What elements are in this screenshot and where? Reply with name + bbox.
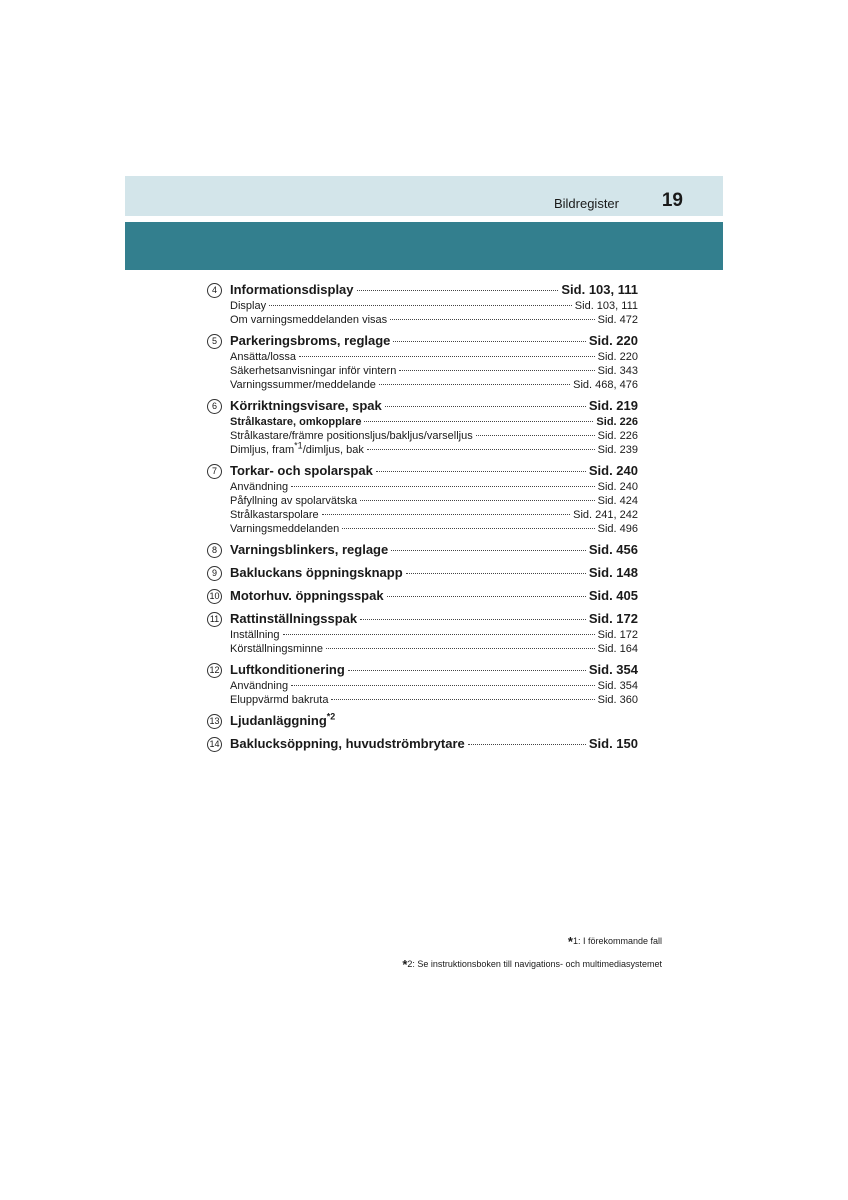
index-entry	[207, 541, 638, 559]
index-entry-row[interactable]	[207, 541, 638, 559]
sub-entry-label	[207, 628, 280, 642]
page-reference[interactable]: Sid. 240	[588, 463, 638, 478]
page-reference[interactable]: Sid. 226	[596, 416, 638, 428]
entry-label	[207, 541, 388, 559]
item-number-badge: 4	[207, 283, 222, 298]
index-entry-row[interactable]	[207, 462, 638, 480]
page-reference[interactable]: Sid. 496	[597, 523, 638, 535]
index-entry	[207, 462, 638, 536]
header-band	[125, 176, 723, 216]
sub-entry-label	[207, 494, 357, 508]
sub-entry-row[interactable]	[207, 522, 638, 536]
dot-leader	[342, 527, 594, 529]
entry-label-text: Informationsdisplay	[230, 282, 354, 297]
footnote-ref: *2	[326, 711, 336, 722]
sub-entry-label-text: Körställningsminne	[230, 643, 323, 655]
entry-label-text: Varningsblinkers, reglage	[230, 542, 389, 557]
dot-leader	[291, 684, 595, 686]
sub-entry-label	[207, 429, 473, 443]
index-entry-row[interactable]	[207, 610, 638, 628]
index-entry-row[interactable]	[207, 661, 638, 679]
page-reference[interactable]: Sid. 164	[597, 643, 638, 655]
sub-entry-label-text: Inställning	[230, 629, 280, 641]
dot-leader	[322, 513, 571, 515]
entry-label	[207, 712, 335, 730]
dot-leader	[387, 595, 586, 597]
entry-label-text: Motorhuv. öppningsspak	[230, 588, 384, 603]
index-entry	[207, 281, 638, 327]
index-entry-row[interactable]	[207, 397, 638, 415]
sub-entry-label-text: Om varningsmeddelanden visas	[230, 314, 388, 326]
dot-leader	[385, 405, 586, 407]
sub-entry-label	[207, 299, 266, 313]
item-number-badge: 6	[207, 399, 222, 414]
page-reference[interactable]: Sid. 343	[597, 365, 638, 377]
page-reference[interactable]: Sid. 472	[597, 314, 638, 326]
sub-entry-label-text: Varningsmeddelanden	[230, 523, 340, 535]
item-number-badge: 10	[207, 589, 222, 604]
sub-entry-row[interactable]	[207, 679, 638, 693]
sub-entry-row[interactable]	[207, 440, 638, 457]
entry-label	[207, 735, 465, 753]
index-entry	[207, 735, 638, 753]
sub-entry-label-cont: /dimljus, bak	[302, 444, 364, 456]
sub-entry-label	[207, 364, 396, 378]
sub-entry-label-text: Varningssummer/meddelande	[230, 379, 376, 391]
entry-label-text: Rattinställningsspak	[230, 611, 358, 626]
entry-label	[207, 332, 390, 350]
dot-leader	[376, 470, 586, 472]
index-entry	[207, 397, 638, 457]
entry-label	[207, 661, 345, 679]
index-entry	[207, 712, 638, 730]
index-entry	[207, 610, 638, 656]
page-reference[interactable]: Sid. 226	[597, 430, 638, 442]
index-entry-row[interactable]	[207, 712, 638, 730]
sub-entry-label-text: Strålkastare, omkopplare	[230, 416, 362, 428]
sub-entry-label	[207, 378, 376, 392]
index-entry-row[interactable]	[207, 332, 638, 350]
sub-entry-label-text: Eluppvärmd bakruta	[230, 694, 329, 706]
page-reference[interactable]: Sid. 172	[588, 611, 638, 626]
entry-label	[207, 564, 403, 582]
sub-entry-label-text: Ansätta/lossa	[230, 351, 297, 363]
entry-label-text: Baklucksöppning, huvudströmbrytare	[230, 736, 465, 751]
sub-entry-label	[207, 440, 364, 457]
item-number-badge: 11	[207, 612, 222, 627]
dot-leader	[399, 369, 594, 371]
entry-label-text: Luftkonditionering	[230, 662, 345, 677]
dot-leader	[367, 448, 595, 450]
index-list	[207, 281, 638, 758]
entry-label	[207, 610, 357, 628]
index-entry-row[interactable]	[207, 281, 638, 299]
index-entry	[207, 661, 638, 707]
sub-entry-label	[207, 415, 361, 429]
dot-leader	[476, 434, 595, 436]
entry-label	[207, 587, 384, 605]
item-number-badge: 9	[207, 566, 222, 581]
sub-entry-label	[207, 350, 296, 364]
page-reference[interactable]: Sid. 241, 242	[573, 509, 638, 521]
page-reference[interactable]: Sid. 354	[588, 662, 638, 677]
page-reference[interactable]: Sid. 456	[588, 542, 638, 557]
page-reference[interactable]: Sid. 148	[588, 565, 638, 580]
dot-leader	[299, 355, 595, 357]
sub-entry-row[interactable]	[207, 480, 638, 494]
footnote-2: *2: Se instruktionsboken till navigations- och multimediasystemet	[402, 957, 662, 972]
entry-label-text: Ljudanläggning	[230, 713, 327, 728]
sub-entry-row[interactable]	[207, 494, 638, 508]
dot-leader	[269, 304, 572, 306]
page-reference[interactable]: Sid. 354	[597, 680, 638, 692]
page-reference[interactable]: Sid. 103, 111	[574, 300, 638, 312]
page-reference[interactable]: Sid. 240	[597, 481, 638, 493]
page-reference[interactable]: Sid. 405	[588, 588, 638, 603]
sub-entry-label	[207, 313, 387, 327]
entry-label	[207, 462, 373, 480]
dot-leader	[406, 572, 586, 574]
dot-leader	[390, 318, 594, 320]
page-reference[interactable]: Sid. 360	[597, 694, 638, 706]
dot-leader	[393, 340, 585, 342]
index-entry	[207, 332, 638, 392]
sub-entry-label-text: Säkerhetsanvisningar inför vintern	[230, 365, 397, 377]
dot-leader	[364, 420, 593, 422]
index-entry-row[interactable]	[207, 564, 638, 582]
sub-entry-label	[207, 522, 339, 536]
sub-entry-label	[207, 642, 323, 656]
footnote-ref: *1	[294, 440, 303, 451]
sub-entry-label-text: Användning	[230, 481, 289, 493]
sub-entry-label-text: Strålkastare/främre positionsljus/bakljus/varselljus	[230, 430, 473, 442]
entry-label	[207, 397, 382, 415]
sub-entry-row[interactable]	[207, 364, 638, 378]
page-number: 19	[661, 190, 683, 211]
dot-leader	[391, 549, 586, 551]
index-entry	[207, 587, 638, 605]
sub-entry-label	[207, 693, 328, 707]
sub-entry-row[interactable]	[207, 429, 638, 443]
dot-leader	[283, 633, 595, 635]
page-reference[interactable]: Sid. 103, 111	[561, 282, 638, 297]
page-reference[interactable]: Sid. 219	[588, 398, 638, 413]
sub-entry-row[interactable]	[207, 508, 638, 522]
dot-leader	[379, 383, 570, 385]
dot-leader	[326, 647, 595, 649]
entry-label-text: Parkeringsbroms, reglage	[230, 333, 391, 348]
entry-label	[207, 281, 354, 299]
sub-entry-label-text: Strålkastarspolare	[230, 509, 319, 521]
sub-entry-label	[207, 679, 288, 693]
entry-label-text: Bakluckans öppningsknapp	[230, 565, 403, 580]
sub-entry-label	[207, 480, 288, 494]
section-banner	[125, 222, 723, 270]
sub-entry-row[interactable]	[207, 313, 638, 327]
dot-leader	[468, 743, 586, 745]
dot-leader	[360, 499, 594, 501]
page-reference[interactable]: Sid. 220	[588, 333, 638, 348]
page-reference[interactable]: Sid. 150	[588, 736, 638, 751]
dot-leader	[357, 289, 559, 291]
item-number-badge: 14	[207, 737, 222, 752]
sub-entry-row[interactable]	[207, 642, 638, 656]
entry-label-text: Körriktningsvisare, spak	[230, 398, 382, 413]
page-reference[interactable]: Sid. 239	[597, 444, 638, 456]
sub-entry-label-text: Användning	[230, 680, 289, 692]
sub-entry-label-text: Dimljus, fram	[230, 444, 295, 456]
footnote-1: *1: I förekommande fall	[567, 934, 662, 949]
section-title: Bildregister	[553, 196, 619, 211]
item-number-badge: 7	[207, 464, 222, 479]
sub-entry-row[interactable]	[207, 415, 638, 429]
page-reference[interactable]: Sid. 468, 476	[573, 379, 638, 391]
sub-entry-row[interactable]	[207, 628, 638, 642]
page-reference[interactable]: Sid. 424	[597, 495, 638, 507]
entry-label-text: Torkar- och spolarspak	[230, 463, 373, 478]
dot-leader	[360, 618, 586, 620]
item-number-badge: 5	[207, 334, 222, 349]
index-entry-row[interactable]	[207, 587, 638, 605]
sub-entry-row[interactable]	[207, 693, 638, 707]
index-entry-row[interactable]	[207, 735, 638, 753]
page-reference[interactable]: Sid. 220	[597, 351, 638, 363]
dot-leader	[348, 669, 586, 671]
dot-leader	[291, 485, 595, 487]
footnotes	[402, 930, 662, 976]
dot-leader	[331, 698, 594, 700]
item-number-badge: 12	[207, 663, 222, 678]
sub-entry-label-text: Påfyllning av spolarvätska	[230, 495, 358, 507]
sub-entry-label-text: Display	[230, 300, 267, 312]
item-number-badge: 8	[207, 543, 222, 558]
index-entry	[207, 564, 638, 582]
sub-entry-row[interactable]	[207, 350, 638, 364]
page-reference[interactable]: Sid. 172	[597, 629, 638, 641]
sub-entry-row[interactable]	[207, 378, 638, 392]
sub-entry-row[interactable]	[207, 299, 638, 313]
item-number-badge: 13	[207, 714, 222, 729]
sub-entry-label	[207, 508, 319, 522]
